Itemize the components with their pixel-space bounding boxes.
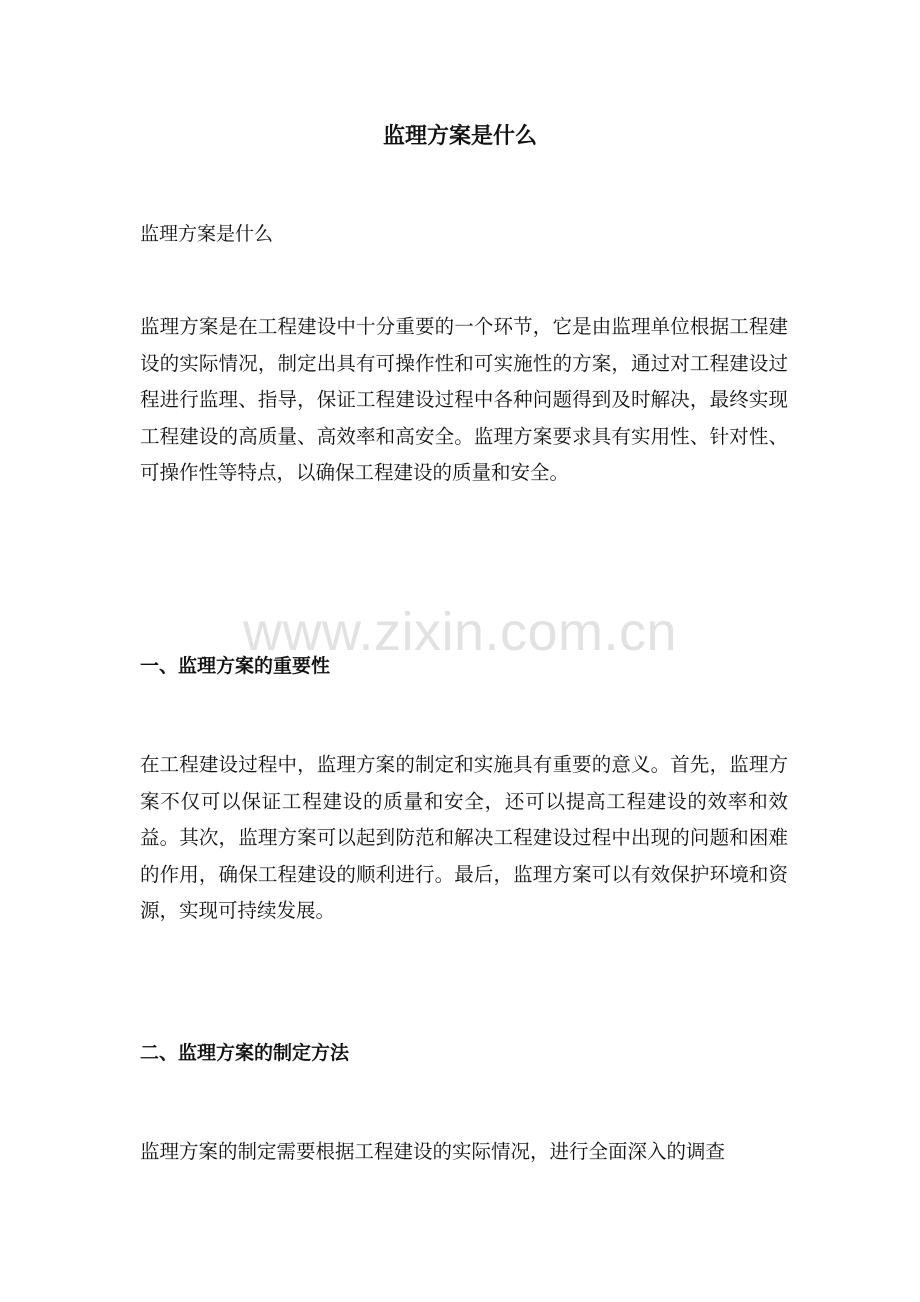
section-body-importance: 在工程建设过程中，监理方案的制定和实施具有重要的意义。首先，监理方案不仅可以保证工程建设的质量和安全，还可以提高工程建设的效率和效益。其次，监理方案可以起到防范和解决工程建设过程中出现的问题和困难的作用，确保工程建设的顺利进行。最后，监理方案可以有效保护环境和资源，实现可持续发展。 bbox=[140, 753, 788, 922]
document-subtitle: 监理方案是什么 bbox=[140, 223, 274, 245]
document-title: 监理方案是什么 bbox=[382, 123, 537, 149]
intro-paragraph: 监理方案是在工程建设中十分重要的一个环节，它是由监理单位根据工程建设的实际情况，制定出具有可操作性和可实施性的方案，通过对工程建设过程进行监理、指导，保证工程建设过程中各种问题得到及时解决，最终实现工程建设的高质量、高效率和高安全。监理方案要求具有实用性、针对性、可操作性等特点，以确保工程建设的质量和安全。 bbox=[140, 315, 788, 484]
section-heading-method: 二、监理方案的制定方法 bbox=[140, 1042, 350, 1064]
section-heading-importance: 一、监理方案的重要性 bbox=[140, 655, 331, 677]
section-body-method: 监理方案的制定需要根据工程建设的实际情况，进行全面深入的调查 bbox=[140, 1140, 726, 1163]
watermark-text: www.zixin.com.cn bbox=[242, 602, 678, 662]
